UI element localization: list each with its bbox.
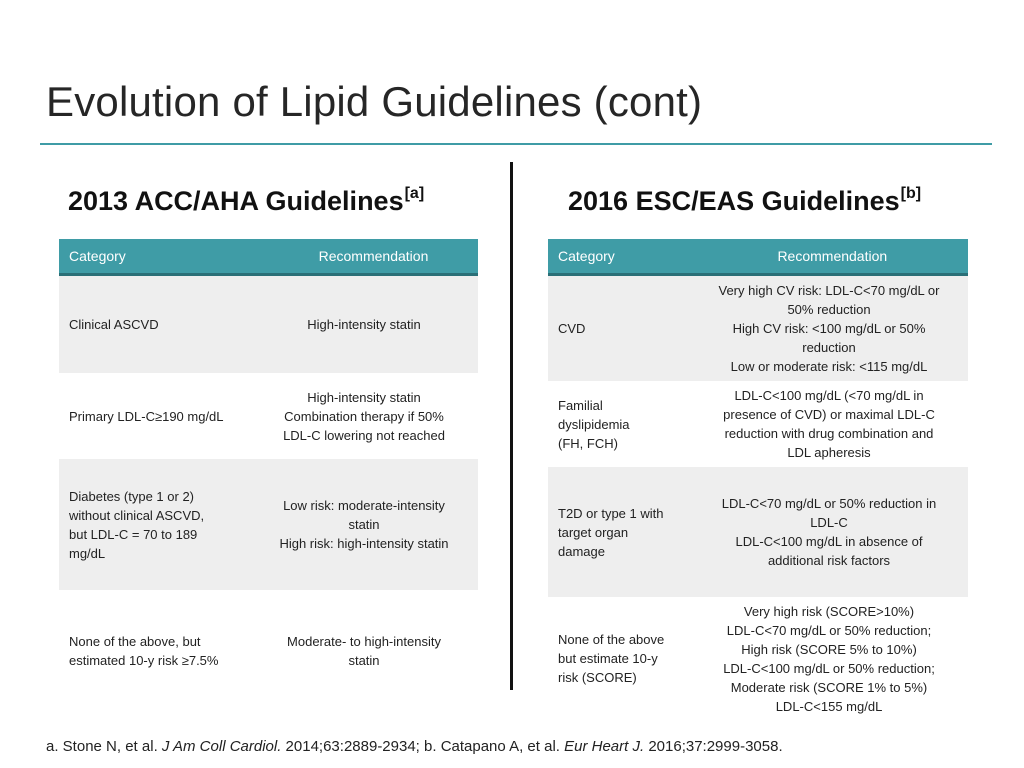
right-col-category: Category — [558, 248, 615, 264]
left-table-row — [59, 276, 478, 373]
left-row-category — [59, 407, 269, 426]
left-row-category — [59, 315, 269, 334]
right-table — [548, 239, 968, 720]
right-col-recommendation: Recommendation — [777, 248, 888, 264]
category-line: Diabetes (type 1 or 2) — [69, 488, 195, 504]
category-line: Familial — [558, 397, 603, 413]
recommendation-line: reduction — [802, 340, 856, 355]
footnote-b-citation: 2016;37:2999-3058. — [644, 738, 783, 755]
left-row-recommendation — [269, 315, 459, 334]
left-row-recommendation — [269, 632, 459, 670]
footnote-a-citation: 2014;63:2889-2934; b. Catapano A, et al. — [281, 738, 565, 755]
right-table-row — [548, 381, 968, 467]
right-row-recommendation — [690, 494, 968, 570]
recommendation-line: presence of CVD) or maximal LDL-C — [723, 407, 935, 422]
recommendation-line: LDL-C lowering not reached — [283, 427, 445, 443]
slide-title: Evolution of Lipid Guidelines (cont) — [46, 78, 703, 125]
category-line: without clinical ASCVD, — [69, 507, 205, 523]
left-row-recommendation — [269, 388, 459, 445]
left-col-recommendation: Recommendation — [318, 248, 429, 264]
recommendation-line: High risk: high-intensity statin — [279, 536, 449, 551]
right-row-category — [548, 630, 690, 687]
recommendation-line: LDL-C<70 mg/dL or 50% reduction in — [721, 496, 937, 511]
recommendation-line: LDL-C<70 mg/dL or 50% reduction; — [726, 622, 932, 638]
category-line: CVD — [558, 321, 586, 336]
right-row-recommendation — [690, 602, 968, 716]
recommendation-line: 50% reduction — [787, 302, 871, 317]
title-rule — [40, 143, 992, 145]
left-ref: [a] — [404, 185, 425, 202]
recommendation-line: High-intensity statin — [307, 317, 421, 332]
category-line: but estimate 10-y — [558, 651, 658, 666]
category-line: None of the above — [558, 632, 665, 647]
recommendation-line: High-intensity statin — [307, 389, 421, 405]
recommendation-line: LDL-C<155 mg/dL — [775, 698, 883, 714]
category-line: (FH, FCH) — [558, 435, 618, 451]
recommendation-line: LDL apheresis — [787, 445, 871, 460]
left-row-category — [59, 632, 269, 670]
left-table-row — [59, 459, 478, 590]
footnote-a-journal: J Am Coll Cardiol. — [161, 738, 282, 755]
right-table-header — [548, 239, 968, 276]
right-table-row — [548, 597, 968, 720]
right-heading — [568, 185, 921, 217]
right-row-recommendation — [690, 281, 968, 376]
recommendation-line: statin — [348, 517, 380, 532]
recommendation-line: Low or moderate risk: <115 mg/dL — [730, 359, 928, 374]
left-table-row — [59, 590, 478, 712]
left-row-category — [59, 487, 269, 563]
right-row-category — [548, 396, 690, 453]
column-divider — [510, 162, 513, 690]
recommendation-line: Moderate risk (SCORE 1% to 5%) — [730, 679, 928, 695]
right-row-category — [548, 504, 690, 561]
category-line: dyslipidemia — [558, 416, 630, 432]
right-ref: [b] — [900, 185, 922, 202]
category-line: Clinical ASCVD — [69, 317, 159, 332]
recommendation-line: Very high risk (SCORE>10%) — [743, 603, 915, 619]
recommendation-line: statin — [348, 653, 380, 668]
recommendation-line: High risk (SCORE 5% to 10%) — [741, 641, 917, 657]
left-col-category: Category — [69, 248, 126, 264]
right-table-row — [548, 276, 968, 381]
right-table-row — [548, 467, 968, 597]
recommendation-line: reduction with drug combination and — [724, 426, 934, 441]
recommendation-line: Combination therapy if 50% — [284, 408, 444, 424]
footnote-b-journal: Eur Heart J. — [564, 738, 645, 755]
recommendation-line: LDL-C<100 mg/dL or 50% reduction; — [723, 660, 935, 676]
left-table-header — [59, 239, 478, 276]
right-row-recommendation — [690, 386, 968, 462]
category-line: estimated 10-y risk ≥7.5% — [69, 653, 219, 668]
footnote — [46, 738, 783, 755]
left-row-recommendation — [269, 496, 459, 553]
category-line: but LDL-C = 70 to 189 — [69, 526, 198, 542]
recommendation-line: LDL-C<100 mg/dL in absence of — [735, 534, 923, 549]
category-line: None of the above, but — [69, 634, 201, 649]
recommendation-line: High CV risk: <100 mg/dL or 50% — [732, 321, 926, 336]
recommendation-line: Very high CV risk: LDL-C<70 mg/dL or — [718, 283, 940, 298]
category-line: target organ — [558, 524, 629, 540]
left-heading — [68, 185, 424, 217]
recommendation-line: LDL-C<100 mg/dL (<70 mg/dL in — [734, 388, 924, 403]
category-line: Primary LDL-C≥190 mg/dL — [69, 408, 224, 424]
left-table-row — [59, 373, 478, 459]
recommendation-line: Low risk: moderate-intensity — [283, 498, 445, 513]
left-table — [59, 239, 478, 712]
recommendation-line: Moderate- to high-intensity — [287, 634, 441, 649]
right-row-category — [548, 319, 690, 338]
left-heading-text: 2013 ACC/AHA Guidelines — [68, 186, 404, 216]
category-line: T2D or type 1 with — [558, 505, 664, 521]
recommendation-line: LDL-C — [810, 515, 848, 530]
category-line: damage — [558, 543, 605, 559]
category-line: risk (SCORE) — [558, 670, 637, 685]
footnote-a: a. Stone N, et al. — [46, 738, 162, 755]
recommendation-line: additional risk factors — [767, 553, 891, 568]
right-heading-text: 2016 ESC/EAS Guidelines — [568, 186, 900, 216]
category-line: mg/dL — [69, 545, 106, 561]
